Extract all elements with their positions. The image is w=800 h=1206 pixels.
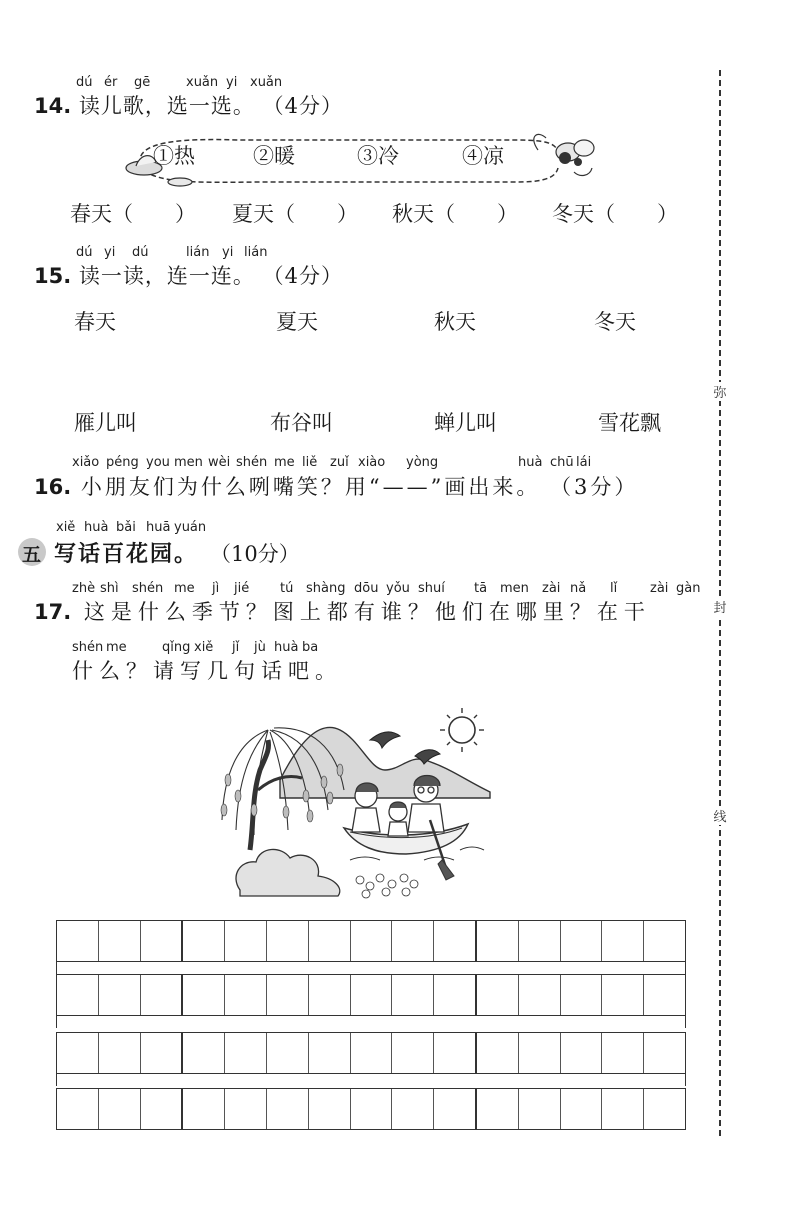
pinyin: shì bbox=[100, 581, 119, 596]
pinyin: me bbox=[274, 455, 295, 470]
pinyin: yǒu bbox=[386, 581, 410, 596]
grid-row-2[interactable] bbox=[56, 974, 686, 1016]
pinyin: nǎ bbox=[570, 581, 587, 596]
pinyin: ba bbox=[302, 640, 319, 655]
question-17-line-2 bbox=[72, 658, 342, 684]
pinyin: gàn bbox=[676, 581, 701, 596]
phrase-goose[interactable]: 雁儿叫 bbox=[74, 411, 137, 435]
pinyin: jì bbox=[212, 581, 220, 596]
option-nuan: ②暖 bbox=[253, 144, 295, 168]
question-score: （4分） bbox=[262, 94, 343, 118]
pinyin: jù bbox=[254, 640, 266, 655]
pinyin: lái bbox=[576, 455, 592, 470]
phrase-cuckoo[interactable]: 布谷叫 bbox=[270, 411, 333, 435]
question-number: 16. bbox=[34, 475, 72, 499]
question-15-line bbox=[34, 263, 343, 289]
question-text: 什么？请写几句话吧。 bbox=[72, 659, 342, 683]
question-number: 14. bbox=[34, 94, 72, 118]
question-text: 这是什么季节？图上都有谁？他们在哪里？在干 bbox=[83, 600, 651, 624]
blank-winter[interactable]: 冬天（ ） bbox=[552, 202, 678, 226]
pinyin: wèi bbox=[208, 455, 231, 470]
pinyin: yuán bbox=[174, 520, 207, 535]
pinyin: zhè bbox=[72, 581, 96, 596]
question-14-line bbox=[34, 93, 343, 119]
grid-gap bbox=[56, 1074, 686, 1086]
pinyin: me bbox=[174, 581, 195, 596]
question-17-line-1 bbox=[34, 599, 651, 625]
pinyin: xiě bbox=[56, 520, 76, 535]
pinyin: jié bbox=[234, 581, 250, 596]
phrase-snow[interactable]: 雪花飘 bbox=[598, 411, 661, 435]
binding-char-xian: 线 bbox=[712, 806, 728, 825]
pinyin: xiě bbox=[194, 640, 214, 655]
pinyin: tú bbox=[280, 581, 294, 596]
pinyin: you bbox=[146, 455, 170, 470]
pinyin: dōu bbox=[354, 581, 379, 596]
binding-char-feng: 封 bbox=[712, 597, 728, 616]
blank-autumn[interactable]: 秋天（ ） bbox=[392, 202, 518, 226]
question-score: （4分） bbox=[262, 264, 343, 288]
question-text: 小朋友们为什么咧嘴笑？用“——”画出来。 bbox=[80, 475, 541, 499]
question-number: 15. bbox=[34, 264, 72, 288]
section-title: 写话百花园。 bbox=[54, 541, 199, 567]
pinyin: shàng bbox=[306, 581, 346, 596]
pinyin: péng bbox=[106, 455, 139, 470]
sun-icon bbox=[440, 708, 484, 752]
grid-row-3[interactable] bbox=[56, 1032, 686, 1074]
pinyin: shuí bbox=[418, 581, 445, 596]
pinyin: ér bbox=[104, 75, 118, 90]
grid-gap bbox=[56, 1016, 686, 1028]
pinyin: yi bbox=[104, 245, 116, 260]
question-16-line bbox=[34, 474, 638, 500]
pinyin: huà bbox=[84, 520, 109, 535]
pinyin: huà bbox=[274, 640, 299, 655]
pinyin: chū bbox=[550, 455, 574, 470]
pinyin: bǎi bbox=[116, 520, 136, 535]
season-autumn[interactable]: 秋天 bbox=[434, 310, 476, 334]
pinyin: yi bbox=[222, 245, 234, 260]
pinyin: liě bbox=[302, 455, 318, 470]
pinyin: jǐ bbox=[232, 640, 240, 655]
pinyin: xuǎn bbox=[186, 75, 219, 90]
season-spring[interactable]: 春天 bbox=[74, 310, 116, 334]
question-text: 读儿歌，选一选。 bbox=[78, 94, 255, 118]
season-summer[interactable]: 夏天 bbox=[276, 310, 318, 334]
pinyin: yòng bbox=[406, 455, 439, 470]
pinyin: huà bbox=[518, 455, 543, 470]
pinyin: me bbox=[106, 640, 127, 655]
pinyin: xiào bbox=[358, 455, 386, 470]
pinyin: yi bbox=[226, 75, 238, 90]
pinyin: qǐng bbox=[162, 640, 191, 655]
question-score: （3分） bbox=[550, 475, 639, 499]
pinyin: tā bbox=[474, 581, 488, 596]
pinyin: men bbox=[500, 581, 529, 596]
section-number: 五 bbox=[22, 544, 42, 566]
pinyin: dú bbox=[76, 245, 93, 260]
grid-row-4[interactable] bbox=[56, 1088, 686, 1130]
option-liang: ④凉 bbox=[462, 144, 504, 168]
pinyin: lián bbox=[186, 245, 210, 260]
pinyin: men bbox=[174, 455, 203, 470]
pinyin: zài bbox=[650, 581, 669, 596]
option-re: ①热 bbox=[153, 144, 195, 168]
pinyin: dú bbox=[132, 245, 149, 260]
pinyin: gē bbox=[134, 75, 151, 90]
blank-summer[interactable]: 夏天（ ） bbox=[232, 202, 358, 226]
season-winter[interactable]: 冬天 bbox=[594, 310, 636, 334]
question-number: 17. bbox=[34, 600, 72, 624]
pinyin: shén bbox=[132, 581, 164, 596]
pinyin: xiǎo bbox=[72, 455, 100, 470]
pinyin: zuǐ bbox=[330, 455, 349, 470]
question-text: 读一读，连一连。 bbox=[78, 264, 255, 288]
pinyin: lián bbox=[244, 245, 268, 260]
phrase-cicada[interactable]: 蝉儿叫 bbox=[434, 411, 497, 435]
pinyin: dú bbox=[76, 75, 93, 90]
pinyin: zài bbox=[542, 581, 561, 596]
blank-spring[interactable]: 春天（ ） bbox=[70, 202, 196, 226]
binding-char-mi: 弥 bbox=[712, 382, 728, 401]
pinyin: shén bbox=[236, 455, 268, 470]
pinyin: xuǎn bbox=[250, 75, 283, 90]
grid-gap bbox=[56, 962, 686, 974]
spring-boat-illustration bbox=[210, 700, 510, 900]
pinyin: shén bbox=[72, 640, 104, 655]
pinyin: lǐ bbox=[610, 581, 618, 596]
pinyin: huā bbox=[146, 520, 171, 535]
option-leng: ③冷 bbox=[357, 144, 399, 168]
swallow-icon bbox=[370, 732, 400, 748]
section-score: （10分） bbox=[210, 542, 300, 566]
grid-row-1[interactable] bbox=[56, 920, 686, 962]
